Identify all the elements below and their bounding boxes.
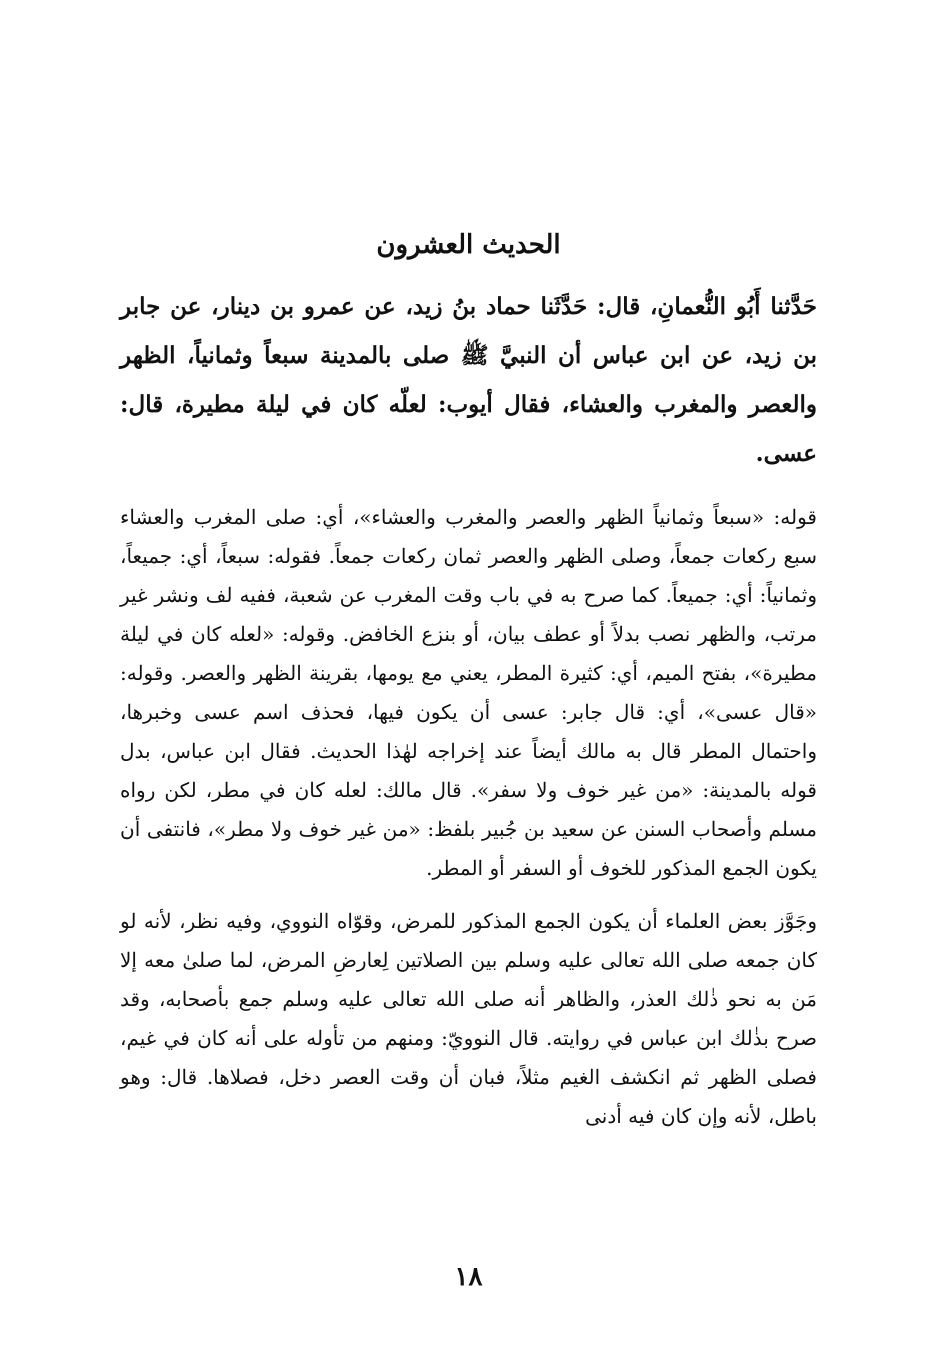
commentary-paragraph-2: وجَوَّز بعض العلماء أن يكون الجمع المذكور للمرض، وقوّاه النووي، وفيه نظر، لأنه لو كان جمعه صلى الله تعالى عليه وسلم بين الصلاتين لِعارضِ المرض، لما صلىٰ معه إلا مَن به نحو ذٰلك العذر، والظاهر أنه صلى الله تعالى عليه وسلم جمع بأصحابه، وقد صرح بذٰلك ابن عباس في روايته. قال النوويّ: ومنهم من تأوله على أنه كان في غيم، فصلى الظهر ثم انكشف الغيم مثلاً، فبان أن وقت العصر دخل، فصلاها. قال: وهو باطل، لأنه وإن كان فيه أدنى <box>120 909 817 1128</box>
page-number: ١٨ <box>454 1262 483 1292</box>
hadith-text: حَدَّثنا أَبُو النُّعمانِ، قال: حَدَّثَنا حماد بنُ زيد، عن عمرو بن دينار، عن جابر بن زيد، عن ابن عباس أن النبيَّ ﷺ صلى بالمدينة سبعاً وثمانياً، الظهر والعصر والمغرب والعشاء، فقال أيوب: لعلّه كان في ليلة مطيرة، قال: عسى. <box>120 293 817 467</box>
page-body <box>120 220 817 1136</box>
commentary-paragraph-1: قوله: «سبعاً وثمانياً الظهر والعصر والمغرب والعشاء»، أي: صلى المغرب والعشاء سبع ركعات جمعاً، وصلى الظهر والعصر ثمان ركعات جمعاً. فقوله: سبعاً، أي: جميعاً، وثمانياً: أي: جميعاً. كما صرح به في باب وقت المغرب عن شعبة، ففيه لف ونشر غير مرتب، والظهر نصب بدلاً أو عطف بيان، أو بنزع الخافض. وقوله: «لعله كان في ليلة مطيرة»، بفتح الميم، أي: كثيرة المطر، يعني مع يومها، بقرينة الظهر والعصر. وقوله: «قال عسى»، أي: قال جابر: عسى أن يكون فيها، فحذف اسم عسى وخبرها، واحتمال المطر قال به مالك أيضاً عند إخراجه لهٰذا الحديث. فقال ابن عباس، بدل قوله بالمدينة: «من غير خوف ولا سفر». قال مالك: لعله كان في مطر، لكن رواه مسلم وأصحاب السنن عن سعيد بن جُبير بلفظ: «من غير خوف ولا مطر»، فانتفى أن يكون الجمع المذكور للخوف أو السفر أو المطر. <box>120 505 817 880</box>
chapter-heading: الحديث العشرون <box>376 230 561 260</box>
